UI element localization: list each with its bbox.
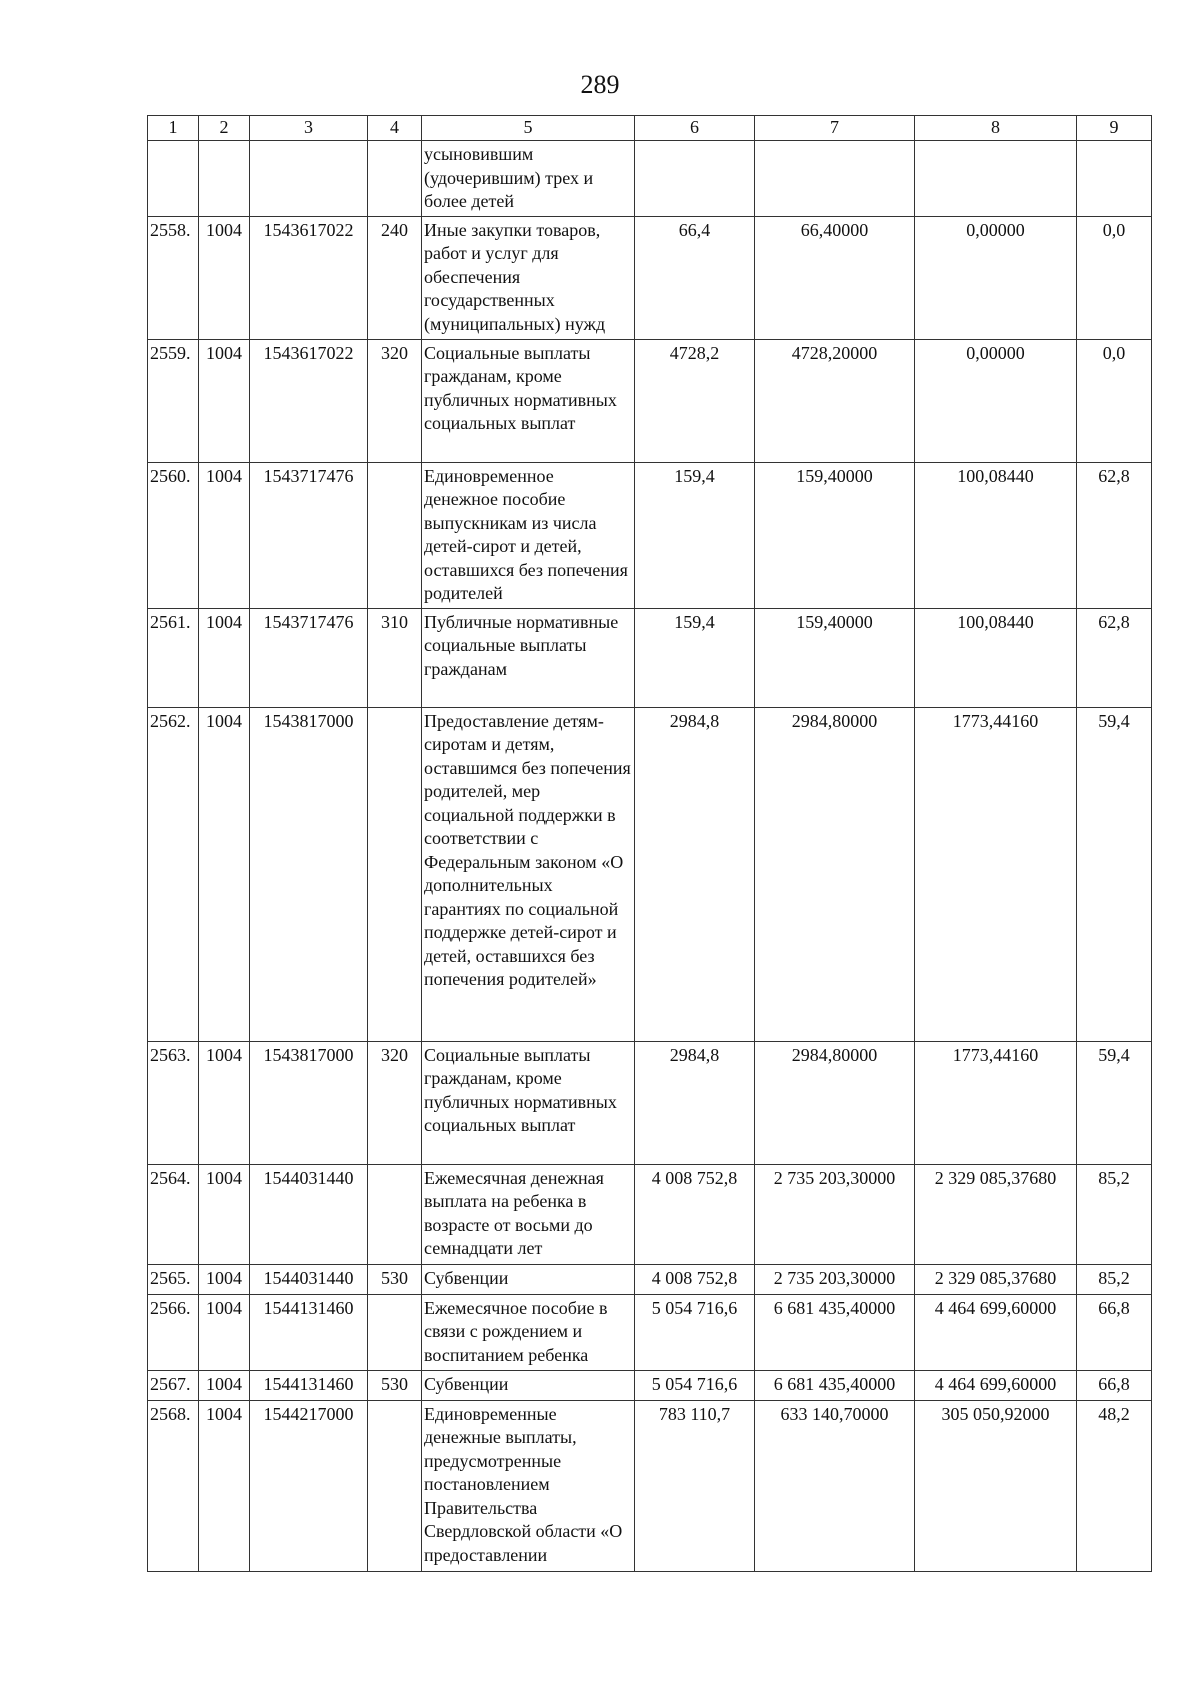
target-code: 1543617022 xyxy=(250,339,368,462)
value-col-9: 62,8 xyxy=(1077,608,1152,707)
value-col-8: 0,00000 xyxy=(915,216,1077,339)
value-col-6: 4 008 752,8 xyxy=(635,1264,755,1294)
table-row xyxy=(148,216,1152,339)
header-cell-3: 3 xyxy=(250,116,368,141)
value-col-6: 783 110,7 xyxy=(635,1400,755,1571)
row-number: 2564. xyxy=(148,1164,199,1264)
value-col-9: 48,2 xyxy=(1077,1400,1152,1571)
table-row xyxy=(148,141,1152,217)
item-name: Ежемесячное пособие в связи с рождением и воспитанием ребенка xyxy=(422,1294,635,1370)
value-col-7: 2 735 203,30000 xyxy=(755,1164,915,1264)
row-number: 2561. xyxy=(148,608,199,707)
value-col-7: 2 735 203,30000 xyxy=(755,1264,915,1294)
row-number: 2560. xyxy=(148,462,199,608)
header-cell-4: 4 xyxy=(368,116,422,141)
value-col-9: 66,8 xyxy=(1077,1294,1152,1370)
value-col-7: 66,40000 xyxy=(755,216,915,339)
section-code: 1004 xyxy=(199,1400,250,1571)
target-code: 1544031440 xyxy=(250,1164,368,1264)
value-col-8: 1773,44160 xyxy=(915,707,1077,1041)
value-col-8: 4 464 699,60000 xyxy=(915,1370,1077,1400)
row-number: 2559. xyxy=(148,339,199,462)
value-col-9: 59,4 xyxy=(1077,1041,1152,1164)
table-row xyxy=(148,339,1152,462)
expense-type xyxy=(368,1294,422,1370)
target-code: 1543717476 xyxy=(250,462,368,608)
value-col-8: 4 464 699,60000 xyxy=(915,1294,1077,1370)
section-code: 1004 xyxy=(199,1041,250,1164)
item-name: Ежемесячная денежная выплата на ребенка в возрасте от восьми до семнадцати лет xyxy=(422,1164,635,1264)
target-code: 1544131460 xyxy=(250,1370,368,1400)
target-code: 1543817000 xyxy=(250,707,368,1041)
value-col-6: 159,4 xyxy=(635,608,755,707)
target-code: 1544131460 xyxy=(250,1294,368,1370)
item-name: Предоставление детям-сиротам и детям, оставшимся без попечения родителей, мер социальной поддержки в соответствии с Федеральным законом «О дополнительных гарантиях по социальной поддержке детей-сирот и детей, оставшихся без попечения родителей» xyxy=(422,707,635,1041)
section-code: 1004 xyxy=(199,462,250,608)
section-code: 1004 xyxy=(199,608,250,707)
value-col-8: 2 329 085,37680 xyxy=(915,1264,1077,1294)
value-col-7: 633 140,70000 xyxy=(755,1400,915,1571)
header-cell-6: 6 xyxy=(635,116,755,141)
table-row xyxy=(148,1294,1152,1370)
expense-type xyxy=(368,462,422,608)
value-col-7: 6 681 435,40000 xyxy=(755,1294,915,1370)
item-name: усыновившим (удочерившим) трех и более детей xyxy=(422,141,635,217)
value-col-9: 66,8 xyxy=(1077,1370,1152,1400)
target-code: 1544217000 xyxy=(250,1400,368,1571)
table-row xyxy=(148,1164,1152,1264)
section-code xyxy=(199,141,250,217)
value-col-7: 159,40000 xyxy=(755,462,915,608)
value-col-8: 100,08440 xyxy=(915,462,1077,608)
expense-type: 320 xyxy=(368,339,422,462)
value-col-6: 2984,8 xyxy=(635,1041,755,1164)
header-cell-2: 2 xyxy=(199,116,250,141)
value-col-7: 159,40000 xyxy=(755,608,915,707)
value-col-6: 159,4 xyxy=(635,462,755,608)
value-col-9 xyxy=(1077,141,1152,217)
value-col-9: 85,2 xyxy=(1077,1264,1152,1294)
value-col-7: 2984,80000 xyxy=(755,1041,915,1164)
value-col-9: 0,0 xyxy=(1077,339,1152,462)
item-name: Социальные выплаты гражданам, кроме публичных нормативных социальных выплат xyxy=(422,339,635,462)
section-code: 1004 xyxy=(199,339,250,462)
value-col-6: 5 054 716,6 xyxy=(635,1294,755,1370)
value-col-9: 85,2 xyxy=(1077,1164,1152,1264)
value-col-7 xyxy=(755,141,915,217)
value-col-7: 2984,80000 xyxy=(755,707,915,1041)
header-cell-1: 1 xyxy=(148,116,199,141)
item-name: Единовременное денежное пособие выпускникам из числа детей-сирот и детей, оставшихся без попечения родителей xyxy=(422,462,635,608)
value-col-9: 59,4 xyxy=(1077,707,1152,1041)
value-col-6: 66,4 xyxy=(635,216,755,339)
item-name: Единовременные денежные выплаты, предусмотренные постановлением Правительства Свердловской области «О предоставлении xyxy=(422,1400,635,1571)
section-code: 1004 xyxy=(199,216,250,339)
section-code: 1004 xyxy=(199,1264,250,1294)
row-number: 2567. xyxy=(148,1370,199,1400)
section-code: 1004 xyxy=(199,1294,250,1370)
expense-type xyxy=(368,141,422,217)
header-cell-9: 9 xyxy=(1077,116,1152,141)
target-code: 1543617022 xyxy=(250,216,368,339)
section-code: 1004 xyxy=(199,707,250,1041)
row-number xyxy=(148,141,199,217)
header-cell-5: 5 xyxy=(422,116,635,141)
value-col-6: 4 008 752,8 xyxy=(635,1164,755,1264)
item-name: Публичные нормативные социальные выплаты гражданам xyxy=(422,608,635,707)
target-code: 1544031440 xyxy=(250,1264,368,1294)
row-number: 2566. xyxy=(148,1294,199,1370)
item-name: Социальные выплаты гражданам, кроме публичных нормативных социальных выплат xyxy=(422,1041,635,1164)
expense-type: 530 xyxy=(368,1264,422,1294)
value-col-9: 0,0 xyxy=(1077,216,1152,339)
table-row xyxy=(148,462,1152,608)
expense-type: 320 xyxy=(368,1041,422,1164)
table-row xyxy=(148,1041,1152,1164)
item-name: Субвенции xyxy=(422,1370,635,1400)
section-code: 1004 xyxy=(199,1370,250,1400)
row-number: 2565. xyxy=(148,1264,199,1294)
table-row xyxy=(148,1400,1152,1571)
value-col-8: 1773,44160 xyxy=(915,1041,1077,1164)
expense-type: 240 xyxy=(368,216,422,339)
page-number: 289 xyxy=(580,70,620,99)
value-col-6: 2984,8 xyxy=(635,707,755,1041)
table-row xyxy=(148,707,1152,1041)
item-name: Субвенции xyxy=(422,1264,635,1294)
target-code: 1543717476 xyxy=(250,608,368,707)
section-code: 1004 xyxy=(199,1164,250,1264)
header-cell-7: 7 xyxy=(755,116,915,141)
value-col-8 xyxy=(915,141,1077,217)
expense-type xyxy=(368,707,422,1041)
value-col-8: 0,00000 xyxy=(915,339,1077,462)
value-col-6: 4728,2 xyxy=(635,339,755,462)
value-col-6 xyxy=(635,141,755,217)
header-row xyxy=(148,116,1152,141)
item-name: Иные закупки товаров, работ и услуг для обеспечения государственных (муниципальных) нужд xyxy=(422,216,635,339)
budget-table xyxy=(147,115,1152,1572)
value-col-6: 5 054 716,6 xyxy=(635,1370,755,1400)
row-number: 2558. xyxy=(148,216,199,339)
target-code xyxy=(250,141,368,217)
value-col-7: 6 681 435,40000 xyxy=(755,1370,915,1400)
table-row xyxy=(148,608,1152,707)
row-number: 2562. xyxy=(148,707,199,1041)
expense-type: 530 xyxy=(368,1370,422,1400)
value-col-8: 305 050,92000 xyxy=(915,1400,1077,1571)
row-number: 2568. xyxy=(148,1400,199,1571)
value-col-9: 62,8 xyxy=(1077,462,1152,608)
header-cell-8: 8 xyxy=(915,116,1077,141)
expense-type xyxy=(368,1164,422,1264)
target-code: 1543817000 xyxy=(250,1041,368,1164)
expense-type: 310 xyxy=(368,608,422,707)
table-row xyxy=(148,1370,1152,1400)
value-col-8: 2 329 085,37680 xyxy=(915,1164,1077,1264)
value-col-8: 100,08440 xyxy=(915,608,1077,707)
table-row xyxy=(148,1264,1152,1294)
value-col-7: 4728,20000 xyxy=(755,339,915,462)
expense-type xyxy=(368,1400,422,1571)
row-number: 2563. xyxy=(148,1041,199,1164)
